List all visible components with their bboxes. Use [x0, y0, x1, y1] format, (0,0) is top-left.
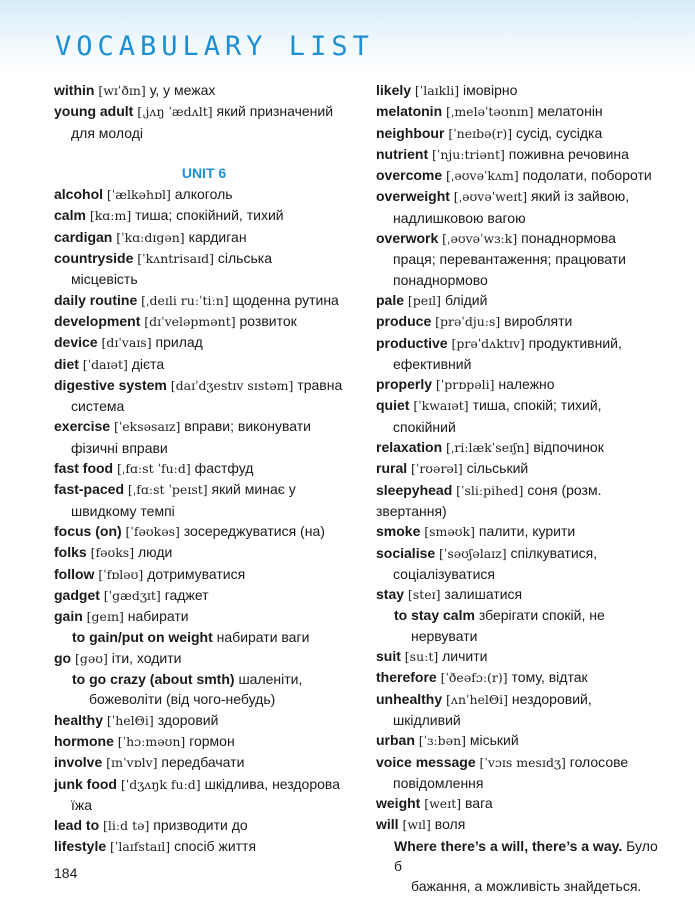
headword: to go crazy (about smth): [72, 671, 235, 688]
translation: призводити до: [153, 817, 248, 834]
transcription: [geɪn]: [86, 609, 124, 625]
headword: to gain/put on weight: [72, 629, 213, 646]
vocab-entry: [376, 646, 666, 667]
entry-first-line: [54, 101, 354, 122]
vocab-entry: [54, 774, 354, 816]
headword: countryside: [54, 250, 134, 267]
translation-continued: бажання, а можливість знайдеться.: [411, 878, 642, 895]
transcription: [ˌfɑːst ˈpeɪst]: [127, 482, 208, 498]
translation-continued: місцевість: [71, 271, 138, 288]
vocab-entry: [376, 395, 666, 437]
translation: вправи; виконувати: [184, 418, 311, 435]
translation: сільська: [217, 250, 272, 267]
translation: зосереджуватися (на): [183, 522, 325, 539]
transcription: [ˈneɪbə(r)]: [448, 125, 513, 141]
translation: дотримуватися: [147, 565, 246, 582]
vocab-entry: [376, 689, 666, 731]
headword: digestive system: [54, 376, 167, 393]
translation: який минає у: [211, 481, 296, 498]
entry-first-line: [376, 290, 666, 311]
right-column: [376, 80, 666, 897]
headword: overcome: [376, 167, 443, 184]
headword: quiet: [376, 397, 410, 414]
vocab-entry: [376, 101, 666, 122]
translation: дієта: [131, 355, 165, 372]
headword: urban: [376, 732, 415, 749]
translation-continued: ефективний: [393, 355, 472, 372]
transcription: [ˈðeəfɔː(r)]: [440, 670, 508, 686]
vocab-entry: [54, 710, 354, 731]
headword: junk food: [54, 775, 117, 792]
translation: соня (розм. звертання): [376, 481, 602, 519]
vocab-entry: [54, 101, 354, 143]
entry-first-line: [54, 332, 354, 353]
vocab-entry: [54, 227, 354, 248]
transcription: [ˌjʌŋ ˈædʌlt]: [137, 104, 213, 120]
vocab-entry: [54, 205, 354, 226]
transcription: [liːd tə]: [103, 818, 150, 834]
vocab-entry: [376, 480, 666, 522]
transcription: [ʌnˈhelΘi]: [446, 691, 509, 707]
vocab-entry: [54, 375, 354, 417]
entry-first-line: [54, 205, 354, 226]
entry-first-line: [54, 648, 354, 669]
translation: належно: [498, 376, 555, 393]
transcription: [ˌriːlækˈseɪʃn]: [446, 440, 530, 456]
vocab-entry: [376, 311, 666, 332]
headword: pale: [376, 291, 405, 308]
headword: device: [54, 334, 98, 351]
translation-continued: божеволіти (від чого-небудь): [89, 691, 276, 708]
entry-first-line: [54, 311, 354, 332]
vocab-entry: [376, 584, 666, 605]
entry-first-line: [54, 416, 354, 437]
headword: healthy: [54, 711, 104, 728]
headword: Where there’s a will, there’s a way.: [394, 837, 623, 854]
translation: передбачати: [161, 754, 245, 771]
vocab-entry: [376, 144, 666, 165]
transcription: [steɪ]: [407, 587, 441, 603]
translation: воля: [434, 816, 466, 833]
entry-first-line: [54, 564, 354, 585]
transcription: [ˈgædʒɪt]: [103, 587, 161, 603]
transcription: [ˌmeləˈtəʊnɪn]: [446, 104, 534, 120]
translation: розвиток: [239, 312, 297, 329]
transcription: [daɪˈdʒestɪv sɪstəm]: [170, 377, 294, 393]
headword: unhealthy: [376, 690, 443, 707]
entry-first-line: [376, 165, 666, 186]
entry-first-line: [54, 184, 354, 205]
transcription: [ˌəʊvəˈweɪt]: [453, 189, 528, 205]
vocab-entry: [376, 228, 666, 290]
headword: suit: [376, 648, 401, 665]
transcription: [dɪˈveləpmənt]: [144, 313, 236, 329]
vocab-entry: [54, 648, 354, 669]
entry-first-line: [54, 354, 354, 375]
entry-first-line: [54, 521, 354, 542]
headword: involve: [54, 754, 103, 771]
translation: у, у межах: [149, 82, 216, 98]
translation: нездоровий,: [511, 690, 592, 707]
translation: сільський: [466, 460, 529, 477]
entry-first-line: [376, 101, 666, 122]
vocab-entry: [376, 165, 666, 186]
entry-first-line: [54, 542, 354, 563]
translation: гаджет: [164, 586, 209, 603]
vocab-entry: [376, 123, 666, 144]
transcription: [gəʊ]: [75, 650, 108, 666]
translation: Було б: [394, 837, 658, 874]
entry-first-line: [376, 814, 666, 835]
entry-first-line: [394, 836, 666, 877]
vocab-entry: [54, 564, 354, 585]
transcription: [ˈvɔɪs mesɪdʒ]: [479, 754, 566, 770]
vocab-entry: [54, 458, 354, 479]
entry-first-line: [376, 521, 666, 542]
translation: імовірно: [463, 82, 518, 98]
vocab-entry: [54, 80, 354, 101]
translation: набирати ваги: [216, 629, 310, 646]
translation: палити, курити: [478, 523, 576, 540]
transcription: [ˈdʒʌŋk fuːd]: [120, 776, 201, 792]
translation: виробляти: [504, 313, 573, 330]
headword: smoke: [376, 523, 421, 540]
translation: тиша, спокій; тихий,: [472, 397, 602, 414]
headword: melatonin: [376, 103, 443, 120]
translation: мелатонін: [537, 103, 603, 120]
transcription: [ˈkɑːdɪgən]: [116, 229, 185, 245]
translation-continued: шкідливий: [393, 711, 461, 728]
entry-first-line: [376, 395, 666, 416]
vocab-entry: [54, 836, 354, 857]
transcription: [ˈnjuːtriənt]: [432, 146, 505, 162]
entry-first-line: [394, 605, 666, 625]
vocab-entry: [54, 290, 354, 311]
entry-first-line: [54, 815, 354, 836]
entry-first-line: [376, 311, 666, 332]
vocab-entry: [54, 479, 354, 521]
entry-first-line: [376, 689, 666, 710]
translation: щоденна рутина: [232, 291, 339, 308]
headword: development: [54, 312, 141, 329]
entry-first-line: [54, 585, 354, 606]
transcription: [ˌəʊvəˈwɜːk]: [442, 231, 518, 247]
headword: go: [54, 649, 72, 666]
entry-first-line: [54, 248, 354, 269]
headword: productive: [376, 334, 448, 351]
vocab-phrase: [54, 669, 354, 710]
headword: relaxation: [376, 439, 443, 456]
headword: exercise: [54, 418, 111, 435]
headword: folks: [54, 544, 87, 561]
headword: young adult: [54, 103, 134, 120]
vocab-entry: [376, 333, 666, 375]
entry-first-line: [54, 80, 354, 101]
page-title: VOCABULARY LIST: [55, 31, 374, 62]
headword: diet: [54, 355, 79, 372]
transcription: [prəˈdjuːs]: [435, 314, 501, 330]
translation-continued: надлишковою вагою: [393, 209, 526, 226]
headword: fast food: [54, 460, 114, 477]
entry-first-line: [376, 123, 666, 144]
translation: здоровий: [157, 711, 219, 728]
translation: гормон: [189, 732, 235, 749]
transcription: [wɪl]: [402, 817, 431, 833]
vocab-entry: [376, 543, 666, 585]
headword: rural: [376, 460, 408, 477]
transcription: [ˈlaɪfstaɪl]: [110, 839, 171, 855]
entry-first-line: [376, 333, 666, 354]
translation: який призначений: [216, 103, 334, 120]
vocab-entry: [54, 354, 354, 375]
transcription: [sməʊk]: [424, 524, 475, 540]
translation: набирати: [127, 608, 189, 625]
translation: залишатися: [444, 586, 523, 603]
transcription: [ˈhelΘi]: [106, 712, 154, 728]
translation-continued: фізичні вправи: [71, 439, 168, 456]
translation: люди: [138, 544, 173, 561]
translation: поживна речовина: [508, 145, 629, 162]
headword: nutrient: [376, 145, 429, 162]
vocab-entry: [376, 521, 666, 542]
transcription: [ˈkʌntrisaɪd]: [137, 251, 214, 267]
transcription: [peɪl]: [407, 292, 442, 308]
entry-first-line: [54, 458, 354, 479]
translation-continued: понаднормово: [393, 271, 488, 288]
transcription: [prəˈdʌktɪv]: [451, 335, 525, 351]
entry-first-line: [376, 480, 666, 522]
translation: міський: [469, 732, 519, 749]
translation-continued: спокійний: [393, 418, 456, 435]
entry-first-line: [376, 646, 666, 667]
transcription: [ˈrʊərəl]: [411, 461, 463, 477]
entry-first-line: [72, 669, 354, 689]
transcription: [ˈdaɪət]: [82, 356, 128, 372]
translation-continued: їжа: [71, 796, 93, 813]
vocab-entry: [54, 248, 354, 290]
translation: травна: [297, 376, 343, 393]
translation-continued: праця; перевантаження; працювати: [393, 251, 626, 268]
transcription: [ˈsəʊʃəlaɪz]: [439, 545, 507, 561]
entry-first-line: [376, 543, 666, 564]
headword: stay: [376, 586, 405, 603]
transcription: [weɪt]: [424, 796, 462, 812]
translation-continued: повідомлення: [393, 774, 484, 791]
entry-first-line: [54, 752, 354, 773]
translation: іти, ходити: [111, 649, 182, 666]
page-number: 184: [54, 865, 78, 881]
entry-first-line: [376, 793, 666, 814]
transcription: [wɪˈðɪn]: [98, 83, 146, 98]
headword: socialise: [376, 544, 436, 561]
headword: therefore: [376, 669, 437, 686]
headword: lead to: [54, 817, 100, 834]
translation: спілкуватися,: [510, 544, 598, 561]
right-entries: [376, 80, 666, 897]
entry-first-line: [376, 144, 666, 165]
translation: личити: [442, 648, 488, 665]
entry-first-line: [54, 290, 354, 311]
vocab-entry: [376, 814, 666, 835]
headword: follow: [54, 565, 95, 582]
vocab-entry: [376, 752, 666, 794]
left-top-entries: [54, 80, 354, 143]
translation: тому, відтак: [511, 669, 588, 686]
vocab-entry: [376, 374, 666, 395]
headword: sleepyhead: [376, 481, 453, 498]
headword: to stay calm: [394, 607, 475, 624]
headword: daily routine: [54, 291, 138, 308]
headword: within: [54, 82, 95, 98]
entry-first-line: [54, 606, 354, 627]
vocab-entry: [376, 290, 666, 311]
transcription: [ˈsliːpihed]: [456, 482, 524, 498]
vocab-entry: [376, 458, 666, 479]
entry-first-line: [54, 836, 354, 857]
entry-first-line: [54, 227, 354, 248]
vocab-phrase: [54, 627, 354, 647]
vocab-entry: [54, 332, 354, 353]
unit-heading: UNIT 6: [181, 164, 227, 181]
entry-first-line: [376, 228, 666, 249]
vocab-entry: [376, 730, 666, 751]
vocab-entry: [376, 80, 666, 101]
transcription: [ˈlaɪkli]: [414, 83, 460, 98]
transcription: [ˌfɑːst ˈfuːd]: [117, 461, 191, 477]
vocab-entry: [376, 793, 666, 814]
vocab-entry: [376, 437, 666, 458]
transcription: [ˈhɔːməʊn]: [117, 733, 186, 749]
translation: сусід, сусідка: [515, 124, 603, 141]
transcription: [kɑːm]: [89, 208, 132, 224]
entry-first-line: [376, 752, 666, 773]
translation: спосіб життя: [174, 838, 257, 855]
translation-continued: соціалізуватися: [393, 565, 495, 582]
vocab-entry: [54, 752, 354, 773]
translation: алкоголь: [174, 186, 233, 203]
headword: likely: [376, 82, 412, 98]
headword: focus (on): [54, 522, 122, 539]
translation: відпочинок: [533, 439, 604, 456]
transcription: [fəʊks]: [90, 545, 135, 561]
entry-first-line: [54, 710, 354, 731]
vocab-entry: [54, 606, 354, 627]
vocab-entry: [54, 416, 354, 458]
vocab-entry: [54, 311, 354, 332]
headword: overweight: [376, 188, 450, 205]
left-column: [54, 80, 354, 858]
vocab-entry: [376, 186, 666, 228]
left-unit-entries: [54, 184, 354, 858]
translation: фастфуд: [194, 460, 254, 477]
translation-continued: нервувати: [411, 627, 478, 644]
headword: produce: [376, 313, 432, 330]
entry-first-line: [376, 374, 666, 395]
transcription: [ˈkwaɪət]: [413, 398, 469, 414]
headword: properly: [376, 376, 433, 393]
entry-first-line: [376, 667, 666, 688]
translation: тиша; спокійний, тихий: [135, 207, 284, 224]
headword: lifestyle: [54, 838, 107, 855]
headword: will: [376, 816, 399, 833]
translation-continued: система: [71, 398, 125, 415]
entry-first-line: [54, 479, 354, 500]
transcription: [ˈælkəhɒl]: [106, 187, 171, 203]
entry-first-line: [72, 627, 354, 647]
entry-first-line: [376, 730, 666, 751]
translation: який із зайвою,: [531, 188, 630, 205]
headword: overwork: [376, 230, 439, 247]
translation: продуктивний,: [528, 334, 622, 351]
entry-first-line: [376, 584, 666, 605]
translation: голосове: [569, 753, 629, 770]
transcription: [ˌdeɪli ruːˈtiːn]: [141, 292, 229, 308]
translation: шкідлива, нездорова: [204, 775, 340, 792]
translation: кардиган: [188, 228, 247, 245]
entry-first-line: [376, 186, 666, 207]
vocab-entry: [376, 667, 666, 688]
entry-first-line: [376, 458, 666, 479]
translation: зберігати спокій, не: [478, 607, 605, 624]
entry-first-line: [54, 375, 354, 396]
transcription: [ˈeksəsaɪz]: [113, 419, 181, 435]
transcription: [ˈfɒləʊ]: [98, 566, 144, 582]
headword: fast-paced: [54, 481, 125, 498]
transcription: [ɪnˈvɒlv]: [106, 755, 158, 771]
vocab-entry: [54, 521, 354, 542]
headword: gadget: [54, 586, 100, 603]
headword: calm: [54, 207, 86, 224]
entry-first-line: [376, 80, 666, 101]
translation-continued: швидкому темпі: [71, 502, 175, 519]
vocab-entry: [54, 815, 354, 836]
headword: gain: [54, 608, 83, 625]
headword: weight: [376, 795, 421, 812]
headword: alcohol: [54, 186, 104, 203]
translation: вага: [465, 795, 493, 812]
entry-first-line: [376, 437, 666, 458]
headword: neighbour: [376, 124, 445, 141]
vocab-phrase: [376, 836, 666, 897]
transcription: [ˈprɒpəli]: [435, 377, 495, 393]
transcription: [suːt]: [404, 649, 439, 665]
headword: cardigan: [54, 228, 113, 245]
vocab-phrase: [376, 605, 666, 646]
vocab-entry: [54, 542, 354, 563]
transcription: [ˈɜːbən]: [418, 733, 466, 749]
vocab-entry: [54, 585, 354, 606]
translation: блідий: [444, 291, 488, 308]
headword: hormone: [54, 732, 114, 749]
entry-first-line: [54, 774, 354, 795]
transcription: [dɪˈvaɪs]: [101, 335, 152, 351]
transcription: [ˈfəʊkəs]: [125, 523, 180, 539]
translation: понаднормова: [521, 230, 616, 247]
vocab-entry: [54, 184, 354, 205]
translation-continued: для молоді: [71, 124, 143, 141]
entry-first-line: [54, 731, 354, 752]
vocab-entry: [54, 731, 354, 752]
translation: подолати, побороти: [522, 167, 652, 184]
translation: шаленіти,: [238, 671, 303, 688]
translation: прилад: [155, 334, 203, 351]
headword: voice message: [376, 753, 476, 770]
transcription: [ˌəʊvəˈkʌm]: [446, 168, 519, 184]
